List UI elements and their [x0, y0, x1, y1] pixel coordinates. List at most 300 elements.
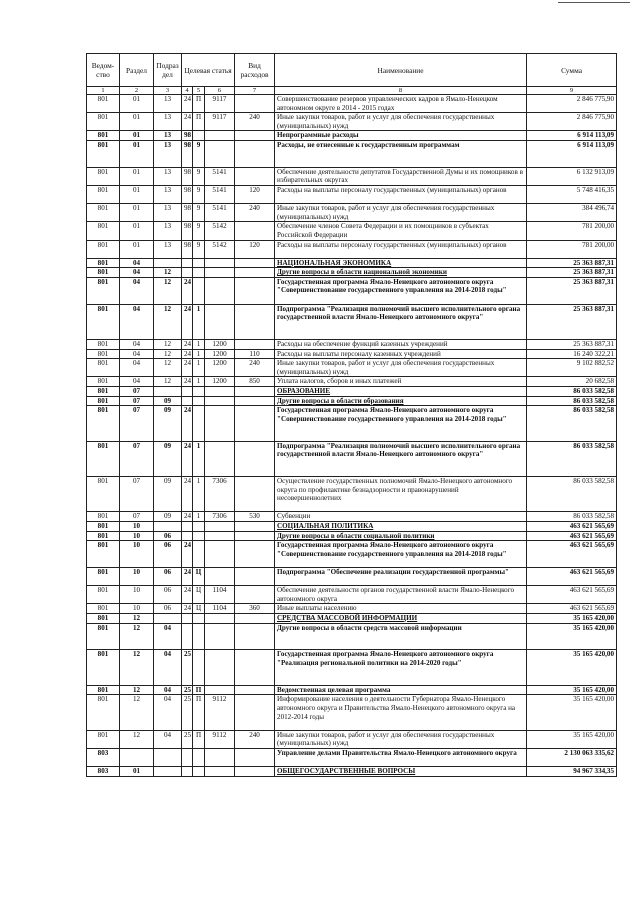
- amount-cell: 9 102 882,52: [527, 359, 617, 377]
- vedomstvo-cell: 801: [87, 522, 120, 532]
- table-row: [87, 268, 617, 278]
- target-direction-cell: [205, 441, 235, 476]
- target-subprogram-cell: 1: [193, 349, 205, 359]
- target-direction-cell: 9112: [205, 730, 235, 748]
- column-number: 2: [120, 87, 154, 95]
- razdel-cell: 01: [120, 240, 154, 258]
- razdel-cell: 04: [120, 359, 154, 377]
- target-program-cell: 98: [182, 204, 193, 222]
- razdel-cell: 01: [120, 204, 154, 222]
- vedomstvo-cell: 801: [87, 277, 120, 304]
- target-program-cell: [182, 623, 193, 650]
- podrazdel-cell: 12: [154, 340, 182, 350]
- podrazdel-cell: 13: [154, 167, 182, 185]
- name-cell: Осуществление государственных полномочий Ямало-Ненецкого автономного округа по профилактике безнадзорности и правонарушений несовершеннолетних: [275, 477, 527, 512]
- podrazdel-cell: 09: [154, 441, 182, 476]
- target-program-cell: 24: [182, 541, 193, 568]
- amount-cell: 35 165 420,00: [527, 730, 617, 748]
- expense-type-cell: 120: [235, 240, 275, 258]
- razdel-cell: 04: [120, 258, 154, 268]
- name-cell: Расходы на выплаты персоналу государственных (муниципальных) органов: [275, 185, 527, 203]
- podrazdel-cell: 12: [154, 304, 182, 339]
- target-direction-cell: [205, 567, 235, 585]
- name-cell: Другие вопросы в области средств массовой информации: [275, 623, 527, 650]
- column-number-row: [87, 87, 617, 95]
- table-row: [87, 623, 617, 650]
- target-direction-cell: [205, 277, 235, 304]
- name-cell: Субвенции: [275, 512, 527, 522]
- vedomstvo-cell: 801: [87, 650, 120, 685]
- target-program-cell: 24: [182, 567, 193, 585]
- target-direction-cell: 9117: [205, 113, 235, 131]
- target-direction-cell: [205, 304, 235, 339]
- target-direction-cell: 1200: [205, 340, 235, 350]
- target-subprogram-cell: 1: [193, 340, 205, 350]
- target-program-cell: 98: [182, 131, 193, 141]
- target-direction-cell: [205, 613, 235, 623]
- razdel-cell: 04: [120, 377, 154, 387]
- name-cell: Другие вопросы в области образования: [275, 396, 527, 406]
- target-program-cell: 25: [182, 650, 193, 685]
- column-number: 5: [193, 87, 205, 95]
- amount-cell: 463 621 565,69: [527, 541, 617, 568]
- target-subprogram-cell: Ц: [193, 586, 205, 604]
- vedomstvo-cell: 801: [87, 258, 120, 268]
- amount-cell: 463 621 565,69: [527, 586, 617, 604]
- amount-cell: 463 621 565,69: [527, 604, 617, 614]
- target-subprogram-cell: [193, 650, 205, 685]
- expense-type-cell: [235, 268, 275, 278]
- target-subprogram-cell: [193, 748, 205, 766]
- table-row: [87, 277, 617, 304]
- vedomstvo-cell: 801: [87, 604, 120, 614]
- expense-type-cell: [235, 340, 275, 350]
- table-row: [87, 695, 617, 730]
- amount-cell: 86 033 582,58: [527, 406, 617, 441]
- target-program-cell: [182, 613, 193, 623]
- vedomstvo-cell: 801: [87, 131, 120, 141]
- header-naimenovanie: Наименование: [275, 54, 527, 87]
- razdel-cell: 10: [120, 567, 154, 585]
- razdel-cell: 04: [120, 277, 154, 304]
- vedomstvo-cell: 801: [87, 567, 120, 585]
- podrazdel-cell: 12: [154, 349, 182, 359]
- name-cell: Иные закупки товаров, работ и услуг для обеспечения государственных (муниципальных) нужд: [275, 113, 527, 131]
- column-number: 7: [235, 87, 275, 95]
- header-vedomstvo: Ведом-ство: [87, 54, 120, 87]
- name-cell: Иные закупки товаров, работ и услуг для обеспечения государственных (муниципальных) нужд: [275, 730, 527, 748]
- vedomstvo-cell: 801: [87, 695, 120, 730]
- name-cell: СРЕДСТВА МАССОВОЙ ИНФОРМАЦИИ: [275, 613, 527, 623]
- vedomstvo-cell: 801: [87, 340, 120, 350]
- podrazdel-cell: 04: [154, 650, 182, 685]
- table-row: [87, 522, 617, 532]
- podrazdel-cell: 06: [154, 586, 182, 604]
- podrazdel-cell: [154, 258, 182, 268]
- table-body: [87, 95, 617, 777]
- table-row: [87, 349, 617, 359]
- target-subprogram-cell: [193, 767, 205, 777]
- table-row: [87, 204, 617, 222]
- target-program-cell: 98: [182, 140, 193, 167]
- table-row: [87, 304, 617, 339]
- target-program-cell: 98: [182, 240, 193, 258]
- expense-type-cell: [235, 131, 275, 141]
- podrazdel-cell: 13: [154, 95, 182, 113]
- name-cell: Расходы на выплаты персоналу казенных учреждений: [275, 349, 527, 359]
- amount-cell: 94 967 334,35: [527, 767, 617, 777]
- amount-cell: 2 130 063 335,62: [527, 748, 617, 766]
- amount-cell: 16 240 322,21: [527, 349, 617, 359]
- target-direction-cell: [205, 268, 235, 278]
- target-subprogram-cell: [193, 387, 205, 397]
- table-row: [87, 131, 617, 141]
- razdel-cell: 07: [120, 441, 154, 476]
- amount-cell: 25 363 887,31: [527, 268, 617, 278]
- vedomstvo-cell: 801: [87, 95, 120, 113]
- razdel-cell: 01: [120, 767, 154, 777]
- expense-type-cell: [235, 522, 275, 532]
- target-subprogram-cell: П: [193, 95, 205, 113]
- razdel-cell: 12: [120, 613, 154, 623]
- podrazdel-cell: 09: [154, 396, 182, 406]
- target-direction-cell: [205, 531, 235, 541]
- amount-cell: 86 033 582,58: [527, 387, 617, 397]
- vedomstvo-cell: 801: [87, 623, 120, 650]
- target-direction-cell: 9112: [205, 695, 235, 730]
- target-subprogram-cell: [193, 623, 205, 650]
- table-row: [87, 167, 617, 185]
- name-cell: НАЦИОНАЛЬНАЯ ЭКОНОМИКА: [275, 258, 527, 268]
- name-cell: Непрограммные расходы: [275, 131, 527, 141]
- expense-type-cell: [235, 531, 275, 541]
- target-subprogram-cell: Ц: [193, 567, 205, 585]
- table-row: [87, 377, 617, 387]
- target-program-cell: 24: [182, 586, 193, 604]
- podrazdel-cell: 04: [154, 685, 182, 695]
- amount-cell: 86 033 582,58: [527, 477, 617, 512]
- podrazdel-cell: 06: [154, 541, 182, 568]
- podrazdel-cell: 06: [154, 531, 182, 541]
- table-row: [87, 567, 617, 585]
- podrazdel-cell: 12: [154, 377, 182, 387]
- podrazdel-cell: 04: [154, 623, 182, 650]
- target-direction-cell: [205, 748, 235, 766]
- target-program-cell: [182, 268, 193, 278]
- target-direction-cell: [205, 406, 235, 441]
- target-subprogram-cell: [193, 541, 205, 568]
- target-direction-cell: [205, 650, 235, 685]
- razdel-cell: [120, 748, 154, 766]
- vedomstvo-cell: 801: [87, 222, 120, 240]
- razdel-cell: 12: [120, 685, 154, 695]
- table-row: [87, 359, 617, 377]
- target-program-cell: 24: [182, 277, 193, 304]
- expense-type-cell: [235, 277, 275, 304]
- table-row: [87, 396, 617, 406]
- expense-type-cell: [235, 441, 275, 476]
- podrazdel-cell: 09: [154, 406, 182, 441]
- target-program-cell: 98: [182, 222, 193, 240]
- expense-type-cell: [235, 650, 275, 685]
- vedomstvo-cell: 801: [87, 406, 120, 441]
- target-subprogram-cell: [193, 268, 205, 278]
- target-program-cell: [182, 767, 193, 777]
- podrazdel-cell: 13: [154, 204, 182, 222]
- razdel-cell: 04: [120, 268, 154, 278]
- target-subprogram-cell: [193, 531, 205, 541]
- target-program-cell: 24: [182, 477, 193, 512]
- vedomstvo-cell: 801: [87, 204, 120, 222]
- target-program-cell: [182, 522, 193, 532]
- amount-cell: 2 846 775,90: [527, 95, 617, 113]
- target-direction-cell: 1200: [205, 377, 235, 387]
- target-program-cell: [182, 396, 193, 406]
- target-program-cell: 25: [182, 685, 193, 695]
- razdel-cell: 10: [120, 531, 154, 541]
- razdel-cell: 07: [120, 406, 154, 441]
- razdel-cell: 01: [120, 131, 154, 141]
- target-direction-cell: 9117: [205, 95, 235, 113]
- target-subprogram-cell: П: [193, 730, 205, 748]
- expense-type-cell: [235, 695, 275, 730]
- expense-type-cell: 120: [235, 185, 275, 203]
- podrazdel-cell: [154, 613, 182, 623]
- target-direction-cell: 5141: [205, 185, 235, 203]
- target-direction-cell: [205, 623, 235, 650]
- target-subprogram-cell: 9: [193, 167, 205, 185]
- vedomstvo-cell: 801: [87, 359, 120, 377]
- target-program-cell: 24: [182, 441, 193, 476]
- table-row: [87, 767, 617, 777]
- amount-cell: 463 621 565,69: [527, 567, 617, 585]
- razdel-cell: 01: [120, 167, 154, 185]
- podrazdel-cell: 13: [154, 113, 182, 131]
- name-cell: Государственная программа Ямало-Ненецкого автономного округа "Реализация региональной политики на 2014-2020 годы": [275, 650, 527, 685]
- header-summa: Сумма: [527, 54, 617, 87]
- amount-cell: 35 165 420,00: [527, 623, 617, 650]
- target-direction-cell: [205, 541, 235, 568]
- podrazdel-cell: 09: [154, 512, 182, 522]
- amount-cell: 86 033 582,58: [527, 441, 617, 476]
- expense-type-cell: 240: [235, 204, 275, 222]
- column-number: 4: [182, 87, 193, 95]
- target-direction-cell: 1200: [205, 359, 235, 377]
- table-row: [87, 730, 617, 748]
- target-direction-cell: [205, 396, 235, 406]
- column-number: 1: [87, 87, 120, 95]
- razdel-cell: 01: [120, 95, 154, 113]
- amount-cell: 86 033 582,58: [527, 512, 617, 522]
- budget-table: [86, 53, 617, 777]
- name-cell: Управление делами Правительства Ямало-Ненецкого автономного округа: [275, 748, 527, 766]
- vedomstvo-cell: 801: [87, 541, 120, 568]
- vedomstvo-cell: 801: [87, 512, 120, 522]
- vedomstvo-cell: 801: [87, 268, 120, 278]
- razdel-cell: 10: [120, 586, 154, 604]
- column-number: 9: [527, 87, 617, 95]
- podrazdel-cell: 04: [154, 695, 182, 730]
- vedomstvo-cell: 801: [87, 477, 120, 512]
- vedomstvo-cell: 801: [87, 304, 120, 339]
- razdel-cell: 12: [120, 695, 154, 730]
- vedomstvo-cell: 801: [87, 730, 120, 748]
- target-program-cell: [182, 258, 193, 268]
- header-tselevaya-statya: Целевая статья: [182, 54, 235, 87]
- name-cell: Уплата налогов, сборов и иных платежей: [275, 377, 527, 387]
- razdel-cell: 07: [120, 387, 154, 397]
- razdel-cell: 07: [120, 477, 154, 512]
- target-program-cell: 24: [182, 113, 193, 131]
- podrazdel-cell: [154, 387, 182, 397]
- vedomstvo-cell: 803: [87, 748, 120, 766]
- amount-cell: 20 682,58: [527, 377, 617, 387]
- column-number: 3: [154, 87, 182, 95]
- target-direction-cell: [205, 140, 235, 167]
- target-subprogram-cell: 9: [193, 240, 205, 258]
- target-direction-cell: [205, 258, 235, 268]
- expense-type-cell: [235, 396, 275, 406]
- expense-type-cell: [235, 95, 275, 113]
- expense-type-cell: 240: [235, 730, 275, 748]
- amount-cell: 25 363 887,31: [527, 304, 617, 339]
- expense-type-cell: [235, 541, 275, 568]
- name-cell: Обеспечение деятельности депутатов Государственной Думы и их помощников в избирательных округах: [275, 167, 527, 185]
- vedomstvo-cell: 801: [87, 396, 120, 406]
- table-row: [87, 113, 617, 131]
- table-row: [87, 258, 617, 268]
- target-direction-cell: [205, 387, 235, 397]
- expense-type-cell: [235, 767, 275, 777]
- name-cell: Подпрограмма "Обеспечение реализации государственной программы": [275, 567, 527, 585]
- podrazdel-cell: 13: [154, 185, 182, 203]
- expense-type-cell: [235, 387, 275, 397]
- target-program-cell: [182, 387, 193, 397]
- target-direction-cell: 7306: [205, 512, 235, 522]
- target-direction-cell: 7306: [205, 477, 235, 512]
- vedomstvo-cell: 801: [87, 167, 120, 185]
- target-subprogram-cell: [193, 522, 205, 532]
- target-program-cell: 25: [182, 730, 193, 748]
- amount-cell: 463 621 565,69: [527, 522, 617, 532]
- expense-type-cell: [235, 623, 275, 650]
- expense-type-cell: 360: [235, 604, 275, 614]
- column-number: 6: [205, 87, 235, 95]
- podrazdel-cell: 13: [154, 131, 182, 141]
- razdel-cell: 04: [120, 340, 154, 350]
- name-cell: Обеспечение членов Совета Федерации и их помощников в субъектах Российской Федерации: [275, 222, 527, 240]
- razdel-cell: 04: [120, 304, 154, 339]
- name-cell: СОЦИАЛЬНАЯ ПОЛИТИКА: [275, 522, 527, 532]
- name-cell: Иные выплаты населению: [275, 604, 527, 614]
- target-program-cell: 24: [182, 406, 193, 441]
- amount-cell: 384 496,74: [527, 204, 617, 222]
- target-program-cell: 24: [182, 359, 193, 377]
- name-cell: Иные закупки товаров, работ и услуг для обеспечения государственных (муниципальных) нужд: [275, 204, 527, 222]
- target-direction-cell: 1200: [205, 349, 235, 359]
- amount-cell: 463 621 565,69: [527, 531, 617, 541]
- target-subprogram-cell: [193, 406, 205, 441]
- target-subprogram-cell: 9: [193, 204, 205, 222]
- razdel-cell: 10: [120, 522, 154, 532]
- table-row: [87, 512, 617, 522]
- target-direction-cell: 5142: [205, 222, 235, 240]
- target-subprogram-cell: П: [193, 113, 205, 131]
- table-row: [87, 406, 617, 441]
- expense-type-cell: [235, 222, 275, 240]
- vedomstvo-cell: 801: [87, 586, 120, 604]
- target-direction-cell: [205, 685, 235, 695]
- target-subprogram-cell: 1: [193, 359, 205, 377]
- amount-cell: 35 165 420,00: [527, 613, 617, 623]
- razdel-cell: 10: [120, 541, 154, 568]
- target-subprogram-cell: 1: [193, 477, 205, 512]
- table-row: [87, 685, 617, 695]
- target-program-cell: 98: [182, 185, 193, 203]
- name-cell: Иные закупки товаров, работ и услуг для обеспечения государственных (муниципальных) нужд: [275, 359, 527, 377]
- table-row: [87, 222, 617, 240]
- amount-cell: 2 846 775,90: [527, 113, 617, 131]
- amount-cell: 25 363 887,31: [527, 258, 617, 268]
- target-subprogram-cell: [193, 258, 205, 268]
- expense-type-cell: [235, 140, 275, 167]
- table-row: [87, 477, 617, 512]
- target-direction-cell: 1104: [205, 586, 235, 604]
- target-subprogram-cell: 1: [193, 441, 205, 476]
- target-program-cell: 24: [182, 512, 193, 522]
- razdel-cell: 01: [120, 222, 154, 240]
- name-cell: Государственная программа Ямало-Ненецкого автономного округа "Совершенствование государственного управления на 2014-2018 годы": [275, 541, 527, 568]
- target-program-cell: [182, 531, 193, 541]
- name-cell: ОБРАЗОВАНИЕ: [275, 387, 527, 397]
- razdel-cell: 07: [120, 396, 154, 406]
- name-cell: Обеспечение деятельности органов государственной власти Ямало-Ненецкого автономного округа: [275, 586, 527, 604]
- razdel-cell: 01: [120, 113, 154, 131]
- table-row: [87, 95, 617, 113]
- header-podrazdel: Подраз дел: [154, 54, 182, 87]
- target-program-cell: 24: [182, 304, 193, 339]
- name-cell: ОБЩЕГОСУДАРСТВЕННЫЕ ВОПРОСЫ: [275, 767, 527, 777]
- table-row: [87, 613, 617, 623]
- name-cell: Совершенствование резервов управленческих кадров в Ямало-Ненецком автономном округе в 2014 - 2015 годах: [275, 95, 527, 113]
- razdel-cell: 01: [120, 140, 154, 167]
- vedomstvo-cell: 801: [87, 240, 120, 258]
- podrazdel-cell: 12: [154, 268, 182, 278]
- header-row: [87, 54, 617, 87]
- target-subprogram-cell: П: [193, 695, 205, 730]
- vedomstvo-cell: 801: [87, 441, 120, 476]
- expense-type-cell: 240: [235, 113, 275, 131]
- table-row: [87, 586, 617, 604]
- target-subprogram-cell: [193, 613, 205, 623]
- name-cell: Расходы на выплаты персоналу государственных (муниципальных) органов: [275, 240, 527, 258]
- razdel-cell: 12: [120, 730, 154, 748]
- podrazdel-cell: 13: [154, 140, 182, 167]
- name-cell: Ведомственная целевая программа: [275, 685, 527, 695]
- razdel-cell: 07: [120, 512, 154, 522]
- target-direction-cell: 5141: [205, 167, 235, 185]
- expense-type-cell: 240: [235, 359, 275, 377]
- target-subprogram-cell: [193, 131, 205, 141]
- vedomstvo-cell: 801: [87, 531, 120, 541]
- expense-type-cell: [235, 258, 275, 268]
- table-row: [87, 604, 617, 614]
- razdel-cell: 12: [120, 650, 154, 685]
- vedomstvo-cell: 801: [87, 140, 120, 167]
- podrazdel-cell: 09: [154, 477, 182, 512]
- expense-type-cell: 850: [235, 377, 275, 387]
- target-direction-cell: [205, 767, 235, 777]
